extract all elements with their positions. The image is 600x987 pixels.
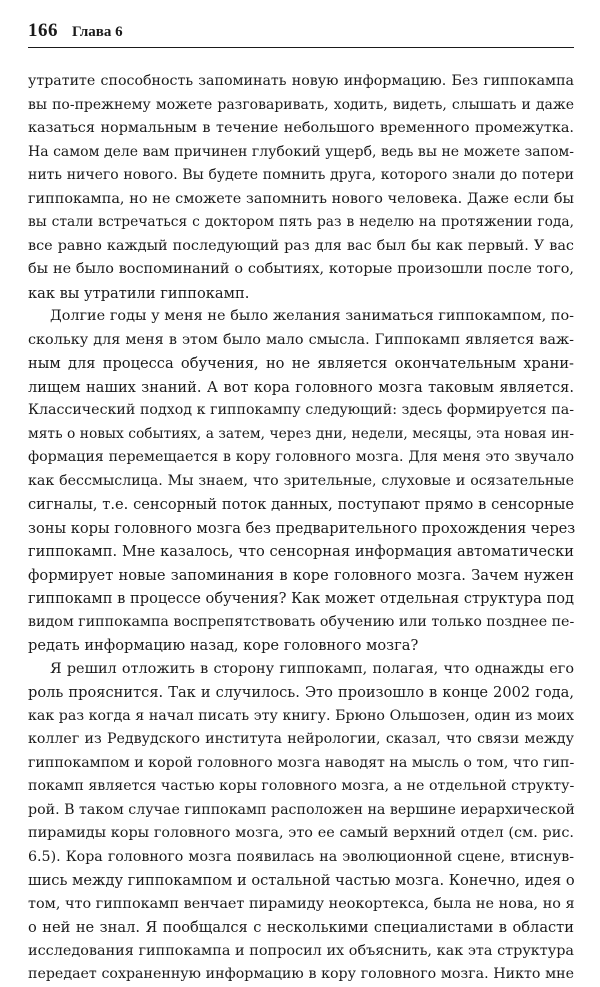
- text-line: На самом деле вам причинен глубокий ущерб, ведь вы не можете запом-: [28, 143, 574, 160]
- text-line: видом гиппокампа воспрепятствовать обучению или только позднее пе-: [28, 613, 575, 630]
- text-line: пирамиды коры головного мозга, это ее самый верхний отдел (см. рис.: [28, 825, 574, 841]
- text-line: как вы утратили гиппокамп.: [28, 284, 250, 302]
- text-line: гиппокамп. Мне казалось, что сенсорная информация автоматически: [28, 543, 574, 560]
- text-line: передает сохраненную информацию в кору головного мозга. Никто мне: [28, 966, 574, 982]
- text-line: вы по-прежнему можете разговаривать, ходить, видеть, слышать и даже: [28, 96, 574, 113]
- text-line: коллег из Редвудского института нейрологии, сказал, что связи между: [28, 731, 574, 747]
- text-line: том, что гиппокамп венчает пирамиду неокортекса, была не нова, но я: [28, 895, 575, 912]
- text-line: вы стали встречаться с доктором пять раз в неделю на протяжении года,: [28, 214, 574, 230]
- text-line: о ней не знал. Я пообщался с несколькими специалистами в области: [28, 919, 574, 936]
- text-line: Я решил отложить в сторону гиппокамп, полагая, что однажды его: [50, 660, 574, 677]
- text-line: формирует новые запоминания в коре головного мозга. Зачем нужен: [28, 566, 574, 584]
- text-line: зоны коры головного мозга без предварительного прохождения через: [28, 519, 576, 537]
- text-line: роль прояснится. Так и случилось. Это произошло в конце 2002 года,: [28, 684, 574, 701]
- text-line: Долгие годы у меня не было желания заниматься гиппокампом, по-: [50, 308, 574, 324]
- text-line: нить ничего нового. Вы будете помнить друга, которого знали до потери: [28, 167, 574, 183]
- text-line: казаться нормальным в течение небольшого временного промежутка.: [28, 120, 574, 136]
- text-line: скольку для меня в этом было мало смысла. Гиппокамп является важ-: [28, 331, 574, 348]
- chapter-title: Глава 6: [72, 24, 123, 40]
- text-line: ным для процесса обучения, но не является окончательным храни-: [28, 355, 574, 372]
- text-line: сигналы, т.е. сенсорный поток данных, поступают прямо в сенсорные: [28, 496, 574, 513]
- text-line: Классический подход к гиппокампу следующий: здесь формируется па-: [28, 402, 574, 418]
- text-line: шись между гиппокампом и остальной частью мозга. Конечно, идея о: [28, 872, 575, 889]
- text-line: бы не было воспоминаний о событиях, которые произошли после того,: [28, 261, 574, 277]
- text-line: покамп является частью коры головного мозга, а не отдельной структу-: [28, 778, 575, 794]
- text-line: формация перемещается в кору головного мозга. Для меня это звучало: [28, 449, 574, 465]
- text-line: 6.5). Кора головного мозга появилась на эволюционной сцене, втиснув-: [28, 848, 574, 865]
- text-line: мять о новых событиях, а затем, через дни, недели, месяцы, эта новая ин-: [28, 425, 574, 442]
- text-line: гиппокамп в процессе обучения? Как может отдельная структура под: [28, 590, 574, 607]
- text-line: исследования гиппокампа и попросил их объяснить, как эта структура: [28, 942, 574, 959]
- text-line: рой. В таком случае гиппокамп расположен на вершине иерархической: [28, 801, 575, 818]
- running-header: [28, 20, 574, 46]
- text-line: утратите способность запоминать новую информацию. Без гиппокампа: [28, 73, 574, 89]
- text-line: как раз когда я начал писать эту книгу. Брюно Ольшозен, один из моих: [28, 707, 574, 724]
- body-text: [28, 70, 574, 987]
- text-line: как бессмыслица. Мы знаем, что зрительные, слуховые и осязательные: [28, 472, 574, 489]
- text-line: гиппокампом и корой головного мозга наводят на мысль о том, что гип-: [28, 754, 575, 771]
- text-line: лищем наших знаний. А вот кора головного мозга таковым является.: [28, 378, 574, 396]
- text-line: гиппокампа, но не сможете запомнить нового человека. Даже если бы: [28, 190, 574, 207]
- text-line: редать информацию назад, коре головного мозга?: [28, 637, 419, 654]
- page-number: 166: [28, 20, 58, 41]
- text-line: все равно каждый последующий раз для вас был бы как первый. У вас: [28, 237, 574, 254]
- header-rule: [28, 47, 574, 48]
